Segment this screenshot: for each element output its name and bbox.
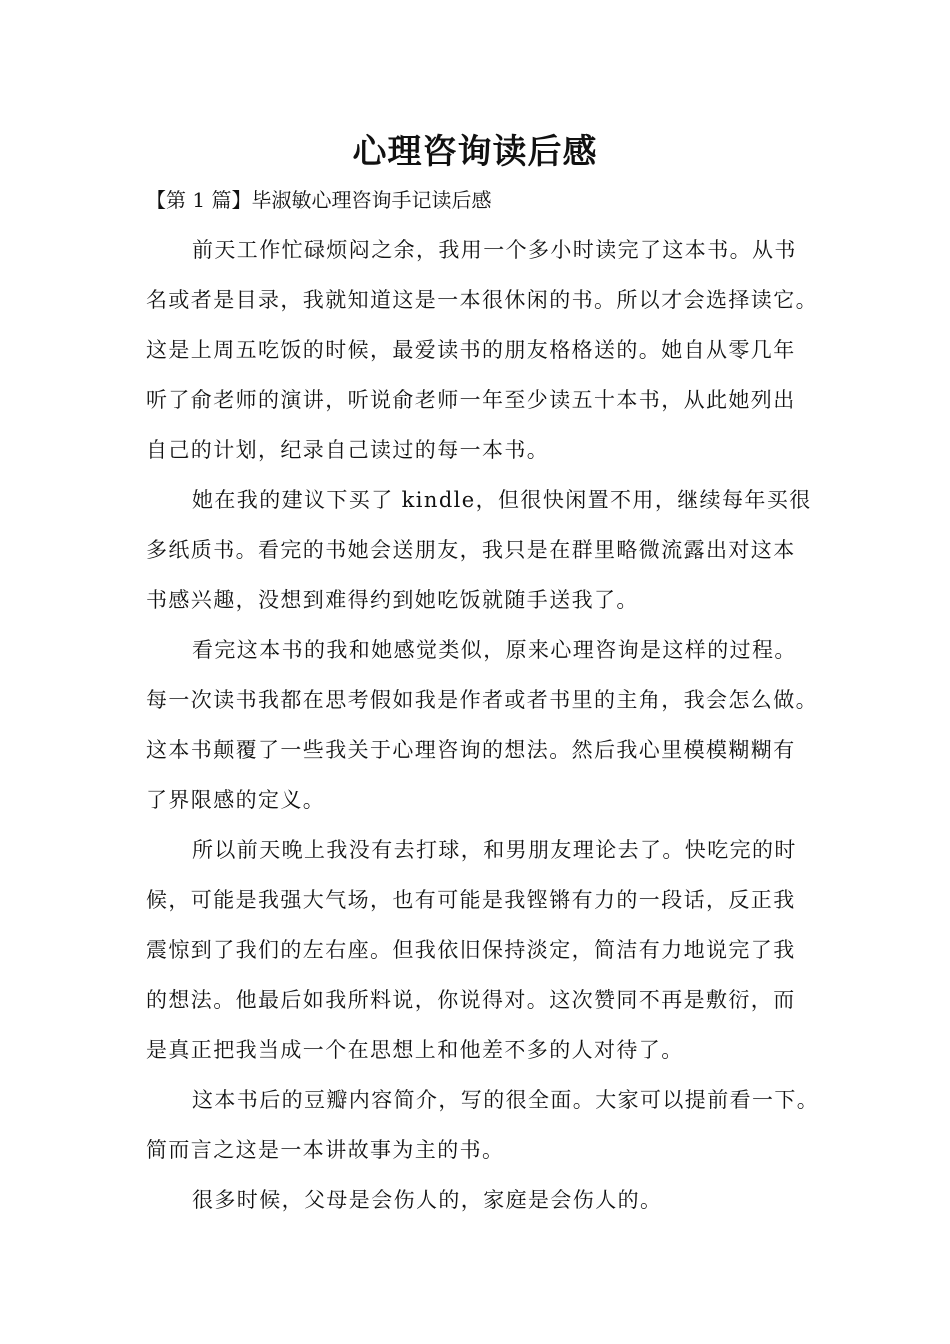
paragraph-line: 这本书后的豆瓣内容简介，写的很全面。大家可以提前看一下。 <box>192 1088 820 1112</box>
paragraph-line: 这是上周五吃饭的时候，最爱读书的朋友格格送的。她自从零几年 <box>146 338 796 362</box>
paragraph-line: 所以前天晚上我没有去打球，和男朋友理论去了。快吃完的时 <box>192 838 797 862</box>
section-heading: 【第 1 篇】毕淑敏心理咨询手记读后感 <box>146 188 492 212</box>
paragraph-line: 是真正把我当成一个在思想上和他差不多的人对待了。 <box>146 1038 684 1062</box>
paragraph-line: 书感兴趣，没想到难得约到她吃饭就随手送我了。 <box>146 588 639 612</box>
paragraph-line: 了界限感的定义。 <box>146 788 326 812</box>
paragraph-line: 多纸质书。看完的书她会送朋友，我只是在群里略微流露出对这本 <box>146 538 796 562</box>
paragraph-line: 看完这本书的我和她感觉类似，原来心理咨询是这样的过程。 <box>192 638 797 662</box>
paragraph-line: 她在我的建议下买了 kindle，但很快闲置不用，继续每年买很 <box>192 488 812 512</box>
paragraph-line: 简而言之这是一本讲故事为主的书。 <box>146 1138 505 1162</box>
paragraph-line: 前天工作忙碌烦闷之余，我用一个多小时读完了这本书。从书 <box>192 238 797 262</box>
document-title: 心理咨询读后感 <box>352 132 598 172</box>
paragraph-line: 很多时候，父母是会伤人的，家庭是会伤人的。 <box>192 1188 663 1212</box>
paragraph-line: 名或者是目录，我就知道这是一本很休闲的书。所以才会选择读它。 <box>146 288 818 312</box>
paragraph-line: 自己的计划，纪录自己读过的每一本书。 <box>146 438 550 462</box>
paragraph-line: 这本书颠覆了一些我关于心理咨询的想法。然后我心里模模糊糊有 <box>146 738 796 762</box>
paragraph-line: 候，可能是我强大气场，也有可能是我铿锵有力的一段话，反正我 <box>146 888 796 912</box>
paragraph-line: 震惊到了我们的左右座。但我依旧保持淡定，简洁有力地说完了我 <box>146 938 796 962</box>
paragraph-line: 每一次读书我都在思考假如我是作者或者书里的主角，我会怎么做。 <box>146 688 818 712</box>
paragraph-line: 的想法。他最后如我所料说，你说得对。这次赞同不再是敷衍，而 <box>146 988 796 1012</box>
paragraph-line: 听了俞老师的演讲，听说俞老师一年至少读五十本书，从此她列出 <box>146 388 796 412</box>
